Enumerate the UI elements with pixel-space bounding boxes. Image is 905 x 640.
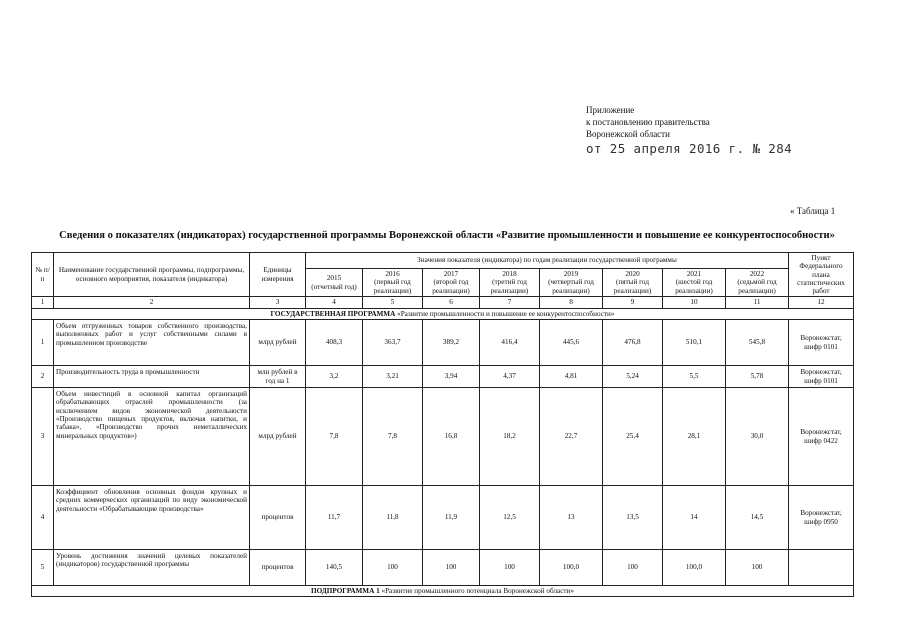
value-cell: 16,8 (423, 388, 480, 486)
value-cell: 100 (480, 550, 540, 586)
row-num: 5 (32, 550, 54, 586)
value-cell: 416,4 (480, 320, 540, 366)
col-number: 5 (363, 297, 423, 308)
value-cell: 3,21 (363, 366, 423, 388)
value-cell: 100,0 (663, 550, 726, 586)
value-cell: 100,0 (540, 550, 603, 586)
col-number: 10 (663, 297, 726, 308)
program-section-row (32, 308, 854, 319)
header-name: Наименование государственной программы, подпрограммы, основного мероприятия, показателя (индикатора) (54, 253, 250, 297)
value-cell: 100 (363, 550, 423, 586)
value-cell: 7,8 (306, 388, 363, 486)
header-unit: Единицы измерения (250, 253, 306, 297)
table-row (32, 320, 854, 366)
unit-cell: млрд рублей (250, 388, 306, 486)
unit-cell: млрд рублей (250, 320, 306, 366)
indicator-name: Коэффициент обновления основных фондов крупных и средних коммерческих организаций по виду экономической деятельности «Обрабатывающие производства» (54, 486, 250, 550)
value-cell: 13,5 (603, 486, 663, 550)
value-cell: 3,94 (423, 366, 480, 388)
value-cell: 140,5 (306, 550, 363, 586)
indicators-table (31, 252, 854, 597)
value-cell: 363,7 (363, 320, 423, 366)
approval-block (586, 104, 710, 140)
value-cell: 476,8 (603, 320, 663, 366)
col-number: 11 (726, 297, 789, 308)
col-number: 2 (54, 297, 250, 308)
row-num: 3 (32, 388, 54, 486)
header-year-2015: 2015 (отчетный год) (306, 268, 363, 297)
col-number: 1 (32, 297, 54, 308)
document-title: Сведения о показателях (индикаторах) государственной программы Воронежской области «Развитие промышленности и повышение ее конкурентоспособности» (59, 230, 835, 241)
value-cell: 545,8 (726, 320, 789, 366)
value-cell: 510,1 (663, 320, 726, 366)
value-cell: 14 (663, 486, 726, 550)
source-cell (789, 550, 854, 586)
value-cell: 5,24 (603, 366, 663, 388)
value-cell: 100 (603, 550, 663, 586)
subprogram-section-row (32, 586, 854, 597)
value-cell: 28,1 (663, 388, 726, 486)
value-cell: 445,6 (540, 320, 603, 366)
row-num: 4 (32, 486, 54, 550)
value-cell: 25,4 (603, 388, 663, 486)
value-cell: 408,3 (306, 320, 363, 366)
value-cell: 3,2 (306, 366, 363, 388)
value-cell: 5,5 (663, 366, 726, 388)
value-cell: 389,2 (423, 320, 480, 366)
header-year-2018: 2018 (третий год реализации) (480, 268, 540, 297)
value-cell: 11,7 (306, 486, 363, 550)
value-cell: 11,9 (423, 486, 480, 550)
header-year-2021: 2021 (шестой год реализации) (663, 268, 726, 297)
col-number: 3 (250, 297, 306, 308)
value-cell: 11,8 (363, 486, 423, 550)
resolution-date-stamp: от 25 апреля 2016 г. № 284 (586, 141, 793, 156)
value-cell: 22,7 (540, 388, 603, 486)
col-number: 4 (306, 297, 363, 308)
row-num: 1 (32, 320, 54, 366)
indicator-name: Уровень достижения значений целевых показателей (индикаторов) государственной программы (54, 550, 250, 586)
header-num: № п/п (32, 253, 54, 297)
table-number-label: « Таблица 1 (790, 206, 836, 216)
col-number: 7 (480, 297, 540, 308)
source-cell: Воронежстат, шифр 0101 (789, 320, 854, 366)
unit-cell: млн рублей в год на 1 (250, 366, 306, 388)
value-cell: 100 (423, 550, 480, 586)
table-row (32, 366, 854, 388)
approval-line-3: Воронежской области (586, 129, 670, 139)
value-cell: 30,0 (726, 388, 789, 486)
subprogram-title: ПОДПРОГРАММА 1 «Развитие промышленного потенциала Воронежской области» (32, 586, 854, 597)
table-row (32, 486, 854, 550)
source-cell: Воронежстат, шифр 0950 (789, 486, 854, 550)
approval-line-1: Приложение (586, 105, 635, 115)
indicator-name: Объем инвестиций в основной капитал организаций обрабатывающих отраслей промышленности (за исключением видов экономической деятельности «Производство пищевых продуктов, включая напитки, и табака», «Производство прочих неметаллических минеральных продуктов») (54, 388, 250, 486)
value-cell: 7,8 (363, 388, 423, 486)
header-year-2017: 2017 (второй год реализации) (423, 268, 480, 297)
table-row (32, 550, 854, 586)
unit-cell: процентов (250, 550, 306, 586)
value-cell: 4,81 (540, 366, 603, 388)
value-cell: 4,37 (480, 366, 540, 388)
col-number: 6 (423, 297, 480, 308)
col-number: 8 (540, 297, 603, 308)
header-values-group: Значения показателя (индикатора) по годам реализации государственной программы (306, 253, 789, 269)
header-source: Пункт Федерального плана статистических работ (789, 253, 854, 297)
header-year-2016: 2016 (первый год реализации) (363, 268, 423, 297)
col-number: 12 (789, 297, 854, 308)
col-number: 9 (603, 297, 663, 308)
value-cell: 18,2 (480, 388, 540, 486)
source-cell: Воронежстат, шифр 0422 (789, 388, 854, 486)
indicator-name: Объем отгруженных товаров собственного производства, выполненных работ и услуг собственными силами в промышленном производстве (54, 320, 250, 366)
value-cell: 14,5 (726, 486, 789, 550)
column-numbers-row (32, 297, 854, 308)
value-cell: 13 (540, 486, 603, 550)
header-year-2022: 2022 (седьмой год реализации) (726, 268, 789, 297)
source-cell: Воронежстат, шифр 0101 (789, 366, 854, 388)
unit-cell: процентов (250, 486, 306, 550)
value-cell: 12,5 (480, 486, 540, 550)
approval-line-2: к постановлению правительства (586, 117, 710, 127)
program-title: ГОСУДАРСТВЕННАЯ ПРОГРАММА «Развитие промышленности и повышение ее конкурентоспособности» (32, 308, 854, 319)
value-cell: 5,78 (726, 366, 789, 388)
table-row (32, 388, 854, 486)
row-num: 2 (32, 366, 54, 388)
header-row-1 (32, 253, 854, 269)
header-year-2019: 2019 (четвертый год реализации) (540, 268, 603, 297)
indicator-name: Производительность труда в промышленности (54, 366, 250, 388)
header-year-2020: 2020 (пятый год реализации) (603, 268, 663, 297)
value-cell: 100 (726, 550, 789, 586)
